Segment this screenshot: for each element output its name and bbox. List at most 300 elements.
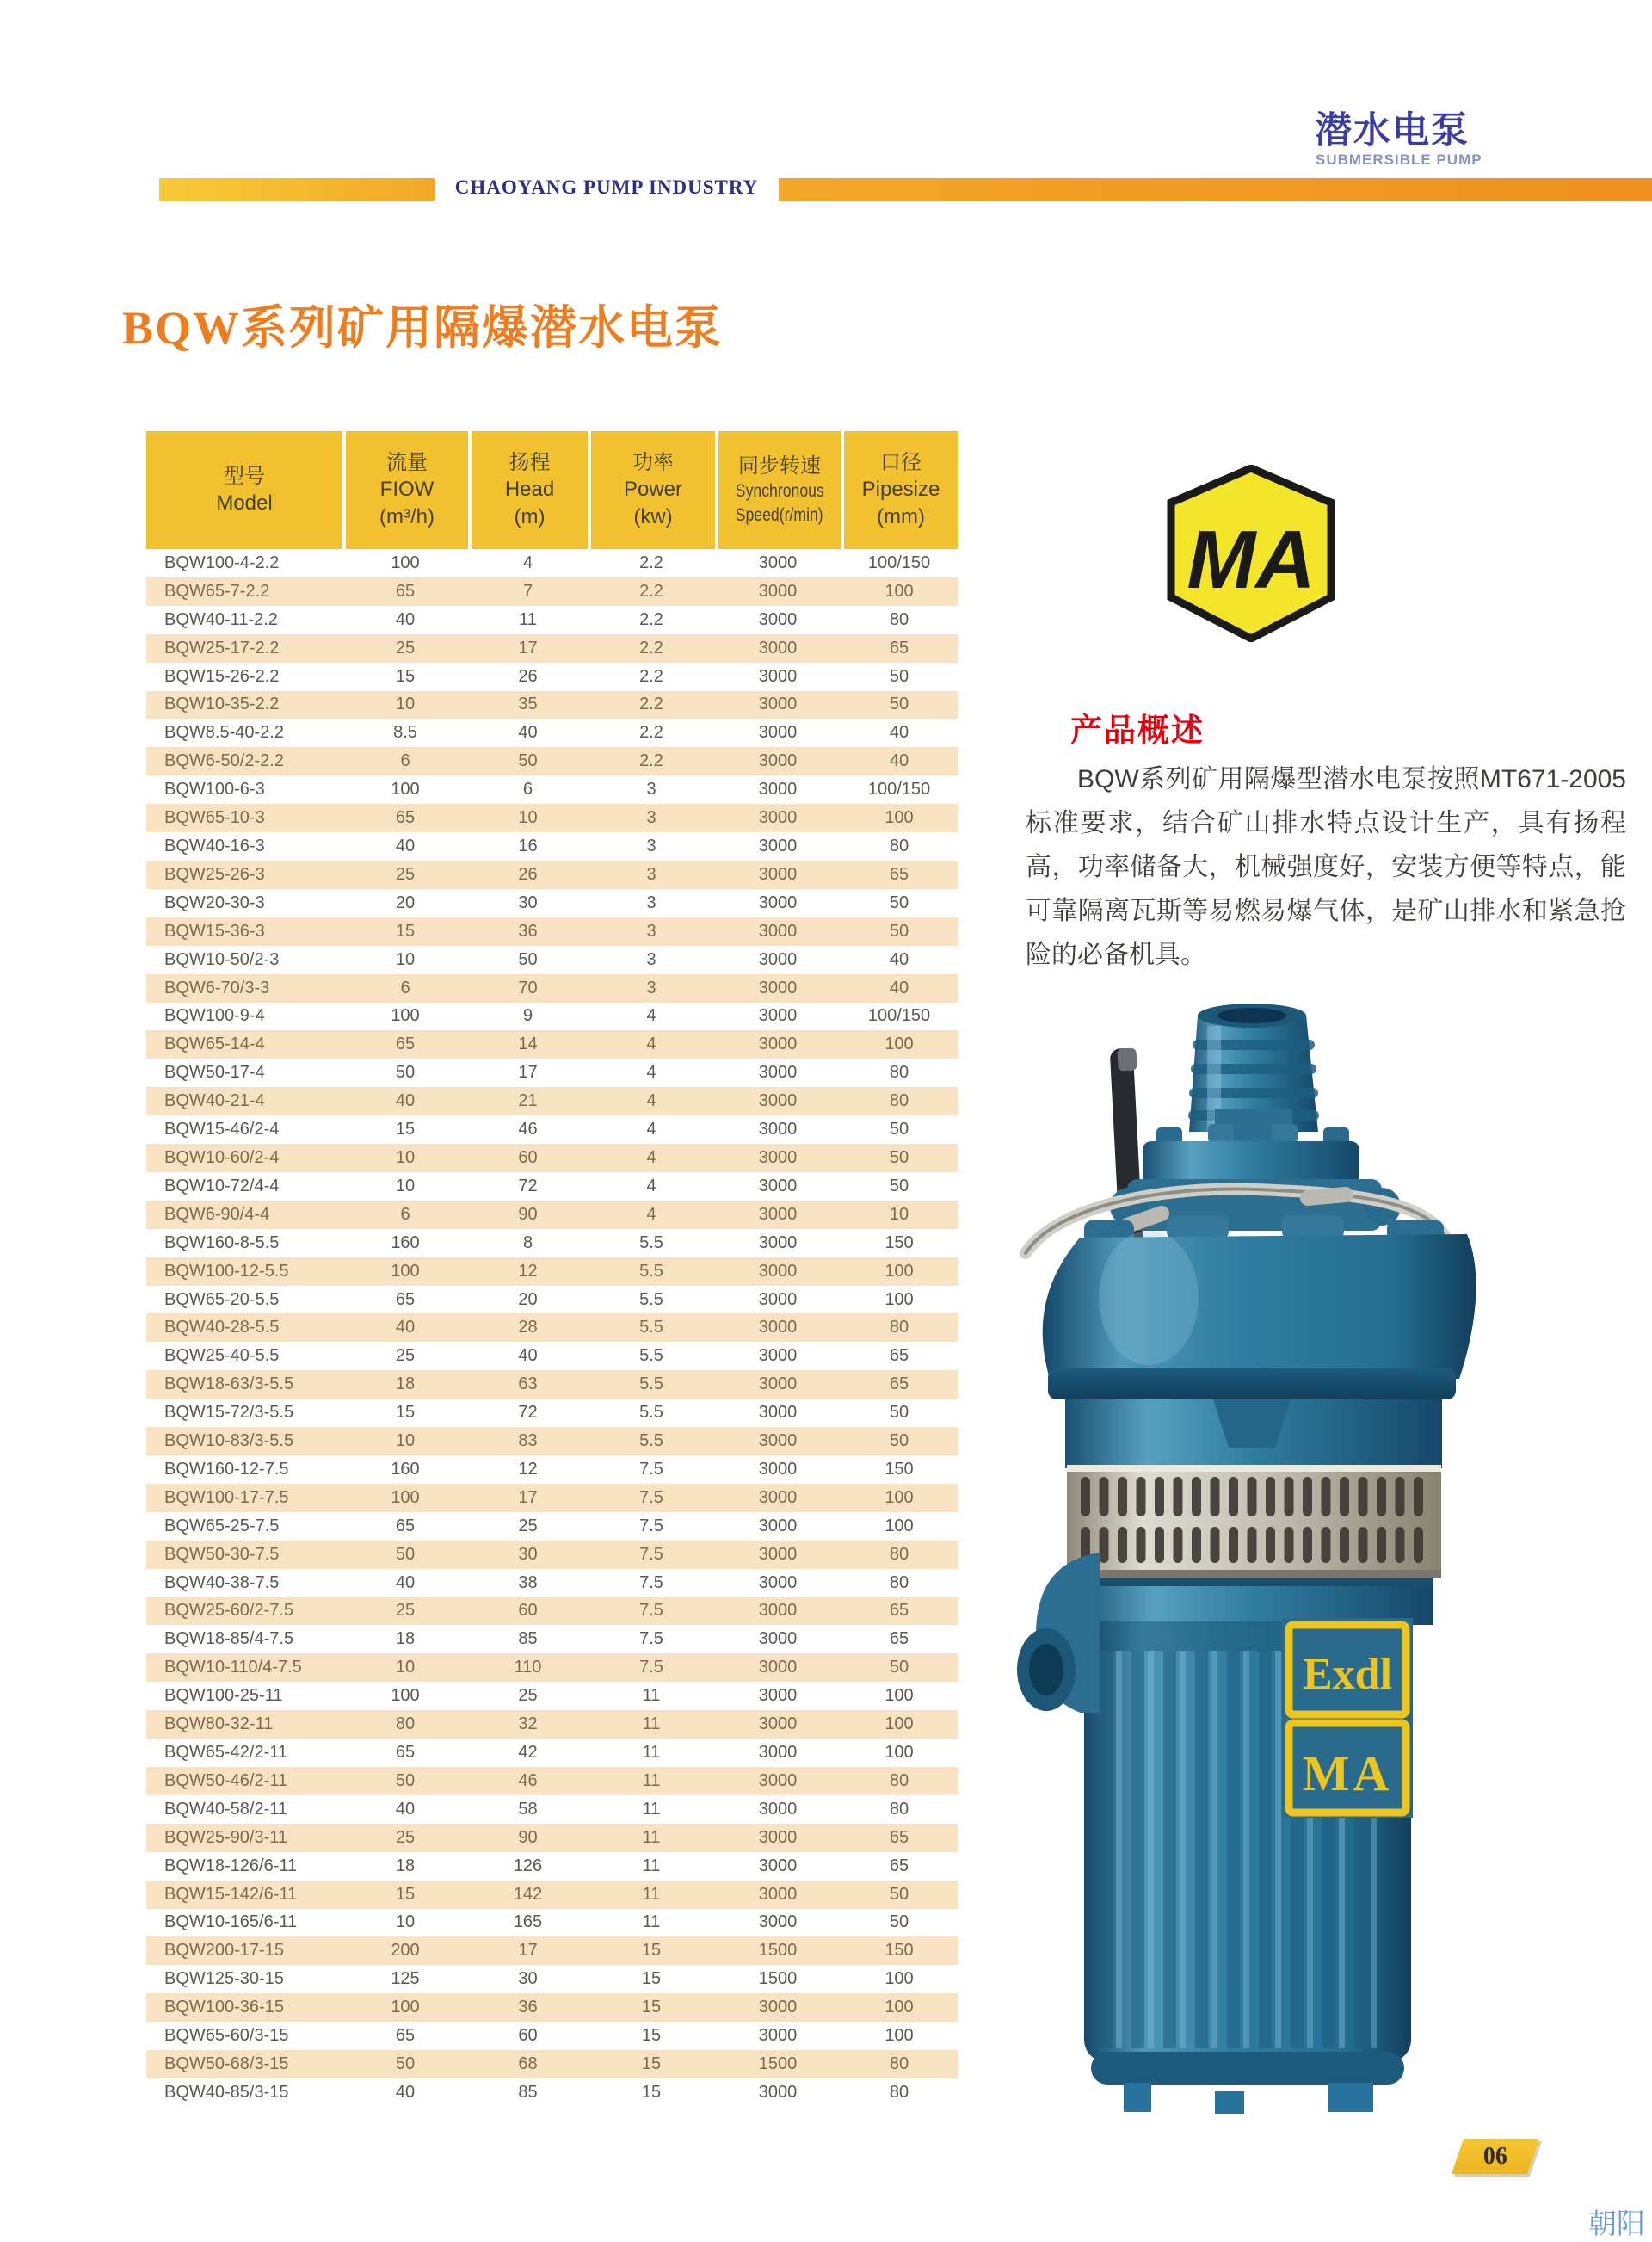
table-cell: 7.5 (639, 1572, 663, 1592)
table-cell: 25 (518, 1686, 538, 1706)
table-cell: 10 (395, 1912, 416, 1932)
table-row (146, 775, 958, 804)
table-cell: 3000 (758, 1318, 798, 1337)
table-cell: 12 (518, 1261, 538, 1281)
header-line: Pipesize (861, 478, 940, 502)
table-cell: BQW25-17-2.2 (164, 638, 280, 658)
table-header (146, 431, 958, 549)
table-cell: 100 (885, 1289, 914, 1309)
table-cell: 150 (885, 1232, 914, 1252)
table-cell: 7 (522, 581, 533, 601)
strainer-slot (1285, 1477, 1294, 1516)
table-cell: 65 (889, 1827, 909, 1847)
table-row (146, 1852, 958, 1881)
pump-casing (1043, 1215, 1476, 1468)
table-cell: BQW20-30-3 (164, 892, 265, 912)
table-cell: 3000 (758, 1686, 798, 1706)
table-cell: 15 (641, 2026, 662, 2046)
table-cell: 65 (889, 1856, 909, 1875)
table-cell: 50 (395, 1770, 416, 1790)
table-cell: 2.2 (639, 751, 663, 771)
strainer-slot (1211, 1527, 1220, 1563)
table-row (146, 1087, 958, 1115)
table-cell: 12 (518, 1459, 538, 1479)
header-line: Head (504, 478, 555, 502)
header-line: (m) (514, 504, 546, 528)
table-row (146, 1172, 958, 1201)
table-cell: 50 (889, 1176, 909, 1195)
table-cell: 7.5 (639, 1487, 663, 1507)
table-cell: 40 (395, 1318, 416, 1337)
table-cell: 10 (889, 1204, 909, 1224)
table-cell: BQW65-10-3 (164, 808, 265, 828)
strainer-slot (1285, 1527, 1294, 1563)
table-cell: 5.5 (639, 1346, 663, 1366)
strainer-slot (1414, 1477, 1423, 1516)
table-cell: 100 (885, 581, 914, 601)
table-row (146, 691, 958, 720)
table-row (146, 1370, 958, 1399)
strainer-slot (1192, 1477, 1201, 1516)
table-cell: 50 (889, 1147, 909, 1167)
table-cell: BQW18-85/4-7.5 (164, 1629, 294, 1649)
brand-bar-text: CHAOYANG PUMP INDUSTRY (454, 176, 759, 198)
table-cell: 3000 (758, 1147, 798, 1167)
strainer-slot (1100, 1477, 1109, 1516)
table-cell: 3000 (758, 1204, 798, 1224)
table-cell: 65 (395, 808, 416, 828)
table-cell: 15 (395, 1120, 416, 1140)
table-row (146, 1597, 958, 1626)
nameplate-line2: MA (1302, 1745, 1393, 1801)
table-cell: 72 (518, 1403, 538, 1423)
table-cell: 11 (642, 1686, 661, 1706)
table-cell: 15 (641, 1969, 662, 1989)
table-cell: BQW10-165/6-11 (164, 1912, 298, 1932)
table-cell: 65 (889, 1374, 909, 1394)
strainer-slot (1100, 1527, 1109, 1563)
table-cell: BQW6-50/2-2.2 (164, 751, 284, 771)
table-cell: 80 (889, 1318, 909, 1337)
table-row (146, 1313, 958, 1342)
table-row (146, 1427, 958, 1455)
table-row (146, 1201, 958, 1229)
table-cell: BQW50-30-7.5 (164, 1544, 280, 1564)
table-cell: 50 (395, 2054, 416, 2073)
table-cell: 7.5 (639, 1629, 663, 1649)
table-cell: 5.5 (639, 1403, 663, 1423)
table-cell: BQW15-142/6-11 (164, 1884, 298, 1904)
table-cell: 4 (646, 1035, 656, 1054)
page-number-badge (1452, 2139, 1539, 2174)
table-cell: 18 (395, 1629, 416, 1649)
table-row (146, 606, 958, 634)
table-row (146, 1653, 958, 1682)
table-cell: 142 (513, 1884, 543, 1904)
table-cell: 100 (885, 808, 914, 828)
table-cell: 100 (391, 1686, 420, 1706)
table-cell: 80 (889, 837, 909, 856)
table-cell: 14 (518, 1035, 538, 1054)
table-cell: 25 (395, 638, 416, 658)
table-cell: BQW8.5-40-2.2 (164, 723, 284, 743)
table-cell: 3000 (758, 1403, 798, 1423)
table-cell: 100 (885, 1261, 914, 1281)
table-cell: 10 (395, 1431, 416, 1451)
motor-rib (1195, 1651, 1208, 2048)
header-cell (146, 431, 342, 549)
table-cell: BQW40-58/2-11 (164, 1799, 288, 1819)
table-cell: 3000 (758, 1289, 798, 1309)
motor-rib (1163, 1651, 1176, 2048)
table-cell: 11 (642, 1743, 661, 1763)
table-cell: 18 (395, 1374, 416, 1394)
table-cell: 36 (518, 1998, 538, 2017)
table-cell: 4 (646, 1120, 656, 1140)
table-cell: BQW25-60/2-7.5 (164, 1601, 294, 1621)
table-cell: 3000 (758, 949, 798, 969)
table-row (146, 1030, 958, 1059)
header-line: (kw) (633, 504, 673, 528)
table-cell: BQW65-7-2.2 (164, 581, 270, 601)
header-line: Synchronous (735, 480, 824, 501)
table-cell: 3000 (758, 1714, 798, 1734)
table-cell: 7.5 (639, 1544, 663, 1564)
motor-rib (1259, 1651, 1272, 2048)
table-cell: 58 (518, 1799, 538, 1819)
header-line: Model (216, 491, 273, 515)
table-cell: 1500 (758, 2054, 798, 2073)
table-cell: 3000 (758, 892, 798, 912)
table-cell: 3000 (758, 1856, 798, 1875)
table-cell: 40 (889, 751, 909, 771)
table-row (146, 719, 958, 747)
table-cell: 65 (395, 1743, 416, 1763)
table-cell: 65 (395, 1516, 416, 1535)
header-line: Speed(r/min) (736, 504, 823, 525)
table-cell: 25 (395, 1601, 416, 1621)
table-cell: 165 (513, 1912, 543, 1932)
table-cell: 6 (400, 1204, 410, 1224)
table-cell: 3000 (758, 581, 798, 601)
table-cell: 3000 (758, 1176, 798, 1195)
table-cell: 65 (395, 1289, 416, 1309)
table-cell: BQW50-46/2-11 (164, 1770, 288, 1790)
table-cell: BQW50-68/3-15 (164, 2054, 289, 2073)
table-cell: 11 (642, 1799, 661, 1819)
table-cell: 3 (646, 892, 656, 912)
table-row (146, 1909, 958, 1937)
table-cell: 11 (642, 1714, 661, 1734)
table-cell: BQW40-28-5.5 (164, 1318, 280, 1337)
table-cell: 40 (395, 2082, 416, 2102)
table-cell: BQW100-17-7.5 (164, 1487, 289, 1507)
table-cell: 3 (646, 949, 656, 969)
table-cell: 150 (885, 1459, 914, 1479)
header-bar-right (779, 178, 1652, 201)
table-row (146, 1936, 958, 1965)
spec-table (146, 431, 958, 2107)
table-cell: BQW18-126/6-11 (164, 1856, 298, 1875)
strainer-slot (1377, 1477, 1386, 1516)
table-row (146, 747, 958, 775)
table-cell: 10 (395, 1658, 416, 1677)
table-cell: 2.2 (639, 666, 663, 686)
table-cell: 36 (518, 921, 538, 941)
table-cell: 100 (391, 1006, 420, 1026)
table-cell: 28 (518, 1318, 538, 1337)
table-cell: 18 (395, 1856, 416, 1875)
table-row (146, 1625, 958, 1653)
table-cell: 1500 (758, 1941, 798, 1961)
table-cell: 100 (885, 1487, 914, 1507)
strainer-slot (1359, 1477, 1368, 1516)
table-cell: 65 (889, 1346, 909, 1366)
pump-strainer (1067, 1465, 1441, 1578)
table-cell: 65 (889, 1601, 909, 1621)
table-cell: 15 (641, 1998, 662, 2017)
table-cell: 3000 (758, 921, 798, 941)
page-number: 06 (1483, 2142, 1507, 2170)
table-cell: BQW100-9-4 (164, 1006, 265, 1026)
table-cell: 7.5 (639, 1459, 663, 1479)
table-cell: 15 (641, 2054, 662, 2073)
table-cell: BQW40-38-7.5 (164, 1572, 280, 1592)
table-cell: BQW15-72/3-5.5 (164, 1403, 294, 1423)
strainer-slot (1081, 1477, 1090, 1516)
table-cell: 3000 (758, 1091, 798, 1111)
table-cell: 100 (391, 1261, 420, 1281)
table-cell: 40 (395, 837, 416, 856)
table-cell: 17 (518, 1487, 538, 1507)
table-row (146, 804, 958, 832)
table-cell: BQW65-14-4 (164, 1035, 265, 1054)
table-cell: 200 (391, 1941, 420, 1961)
table-cell: 50 (889, 892, 909, 912)
motor-rib-highlight (1180, 1651, 1186, 2048)
table-cell: 15 (641, 1941, 662, 1961)
strainer-slot (1322, 1527, 1331, 1563)
table-cell: 40 (518, 723, 538, 743)
table-cell: 100 (885, 1516, 914, 1535)
strainer-slot (1118, 1527, 1127, 1563)
motor-rib (1227, 1651, 1240, 2048)
table-cell: 3000 (758, 2026, 798, 2046)
table-row (146, 1795, 958, 1824)
header-line: 型号 (224, 464, 265, 488)
table-cell: BQW10-60/2-4 (164, 1147, 280, 1167)
table-cell: BQW200-17-15 (164, 1941, 284, 1961)
table-cell: 7.5 (639, 1516, 663, 1535)
header-cell (841, 431, 958, 549)
table-row (146, 1257, 958, 1286)
table-cell: 40 (889, 949, 909, 969)
table-cell: 2.2 (639, 609, 663, 629)
motor-rib-highlight (1275, 1651, 1281, 2048)
table-cell: 3000 (758, 837, 798, 856)
table-row (146, 577, 958, 606)
table-cell: 25 (518, 1516, 538, 1535)
header-line: 功率 (632, 451, 674, 475)
strainer-slot (1340, 1477, 1349, 1516)
table-row (146, 1003, 958, 1031)
strainer-slot (1414, 1527, 1423, 1563)
table-cell: 50 (889, 1912, 909, 1932)
table-cell: 4 (646, 1063, 656, 1083)
strainer-slot (1155, 1477, 1164, 1516)
table-cell: 100/150 (867, 1006, 931, 1026)
strainer-slot (1396, 1477, 1405, 1516)
table-cell: 3 (646, 780, 656, 800)
table-row (146, 1455, 958, 1484)
table-cell: 20 (395, 892, 416, 912)
motor-rib (1131, 1651, 1144, 2048)
table-cell: 80 (889, 1770, 909, 1790)
strainer-slot (1137, 1527, 1146, 1563)
table-cell: 17 (518, 1063, 538, 1083)
strainer-slot (1211, 1477, 1220, 1516)
table-cell: 20 (518, 1289, 538, 1309)
header-cell (342, 431, 468, 549)
pump-mid-seam (1074, 1578, 1433, 1586)
table-cell: 50 (889, 1120, 909, 1140)
table-cell: 63 (518, 1374, 538, 1394)
table-cell: 70 (518, 978, 538, 997)
brand-logo-cn: 潜水电泵 (1315, 110, 1470, 151)
strainer-slot (1155, 1527, 1164, 1563)
strainer-slot (1303, 1527, 1312, 1563)
table-cell: BQW40-85/3-15 (164, 2082, 289, 2102)
table-cell: 40 (395, 609, 416, 629)
table-row (146, 917, 958, 946)
table-cell: 3000 (758, 1035, 798, 1054)
table-cell: 15 (395, 921, 416, 941)
table-cell: 11 (519, 609, 537, 629)
table-cell: 42 (518, 1743, 538, 1763)
table-cell: 3 (646, 978, 656, 997)
table-row (146, 1965, 958, 1993)
table-row (146, 2050, 958, 2078)
table-cell: 3000 (758, 609, 798, 629)
table-cell: BQW6-70/3-3 (164, 978, 270, 997)
table-cell: BQW100-4-2.2 (164, 553, 280, 572)
table-cell: 3000 (758, 1799, 798, 1819)
table-cell: 50 (889, 695, 909, 714)
strainer-slot (1174, 1477, 1183, 1516)
strainer-slot (1266, 1477, 1275, 1516)
table-cell: 3000 (758, 2082, 798, 2102)
header-line: 扬程 (509, 451, 551, 475)
table-cell: 4 (646, 1006, 656, 1026)
table-cell: 83 (518, 1431, 538, 1451)
strainer-slot (1359, 1527, 1368, 1563)
header-line: (mm) (877, 504, 925, 528)
table-cell: 5.5 (639, 1261, 663, 1281)
table-cell: 46 (518, 1770, 538, 1790)
table-row (146, 1541, 958, 1569)
table-cell: 50 (889, 921, 909, 941)
table-cell: 3000 (758, 1487, 798, 1507)
table-cell: 3000 (758, 1658, 798, 1677)
table-cell: 125 (391, 1969, 420, 1989)
table-cell: 3000 (758, 695, 798, 714)
table-cell: BQW10-110/4-7.5 (164, 1658, 302, 1677)
table-cell: 10 (518, 808, 538, 828)
table-cell: 11 (642, 1912, 661, 1932)
table-row (146, 1710, 958, 1739)
table-cell: 160 (391, 1232, 420, 1252)
table-cell: 8 (522, 1232, 533, 1252)
table-cell: 3000 (758, 780, 798, 800)
table-row (146, 946, 958, 974)
table-row (146, 1824, 958, 1852)
table-body (146, 549, 958, 2107)
table-cell: BQW10-72/4-4 (164, 1176, 280, 1195)
table-row (146, 1881, 958, 1909)
table-cell: 100 (885, 1743, 914, 1763)
table-cell: 65 (889, 864, 909, 884)
table-cell: BQW40-21-4 (164, 1091, 265, 1111)
table-cell: BQW160-8-5.5 (164, 1232, 280, 1252)
table-cell: 90 (518, 1827, 538, 1847)
table-cell: 65 (395, 581, 416, 601)
table-cell: 40 (395, 1091, 416, 1111)
table-cell: 3 (646, 808, 656, 828)
table-cell: 6 (400, 978, 410, 997)
nameplate-line1: Exdl (1302, 1650, 1393, 1699)
table-cell: 40 (889, 978, 909, 997)
table-cell: 50 (889, 1431, 909, 1451)
ma-text: MA (1187, 514, 1316, 606)
table-cell: 3 (646, 921, 656, 941)
table-cell: 35 (518, 695, 538, 714)
table-cell: 80 (889, 1572, 909, 1592)
header-line: 流量 (386, 451, 428, 475)
table-cell: BQW65-60/3-15 (164, 2026, 289, 2046)
table-cell: 50 (889, 1658, 909, 1677)
table-cell: 100 (885, 2026, 914, 2046)
table-cell: 10 (395, 949, 416, 969)
table-cell: 40 (395, 1799, 416, 1819)
table-row (146, 1399, 958, 1427)
motor-rib-highlight (1148, 1651, 1154, 2048)
table-row (146, 2078, 958, 2107)
strainer-slot (1137, 1477, 1146, 1516)
table-cell: BQW25-26-3 (164, 864, 265, 884)
page-title: BQW系列矿用隔爆潜水电泵 (122, 302, 724, 354)
table-row (146, 549, 958, 577)
table-cell: 50 (395, 1063, 416, 1083)
table-cell: 100 (885, 1998, 914, 2017)
table-cell: 25 (395, 864, 416, 884)
table-cell: 65 (395, 1035, 416, 1054)
table-cell: 50 (889, 666, 909, 686)
table-cell: 3000 (758, 808, 798, 828)
table-cell: 21 (518, 1091, 538, 1111)
table-cell: BQW10-83/3-5.5 (164, 1431, 294, 1451)
table-cell: 9 (522, 1006, 533, 1026)
table-cell: 3000 (758, 1629, 798, 1649)
table-cell: 2.2 (639, 553, 663, 572)
table-cell: 11 (642, 1856, 661, 1875)
table-cell: 80 (395, 1714, 416, 1734)
table-cell: BQW100-6-3 (164, 780, 265, 800)
table-cell: 50 (889, 1884, 909, 1904)
table-row (146, 889, 958, 917)
table-cell: 60 (518, 1601, 538, 1621)
strainer-slot (1229, 1527, 1238, 1563)
table-cell: 3000 (758, 1827, 798, 1847)
